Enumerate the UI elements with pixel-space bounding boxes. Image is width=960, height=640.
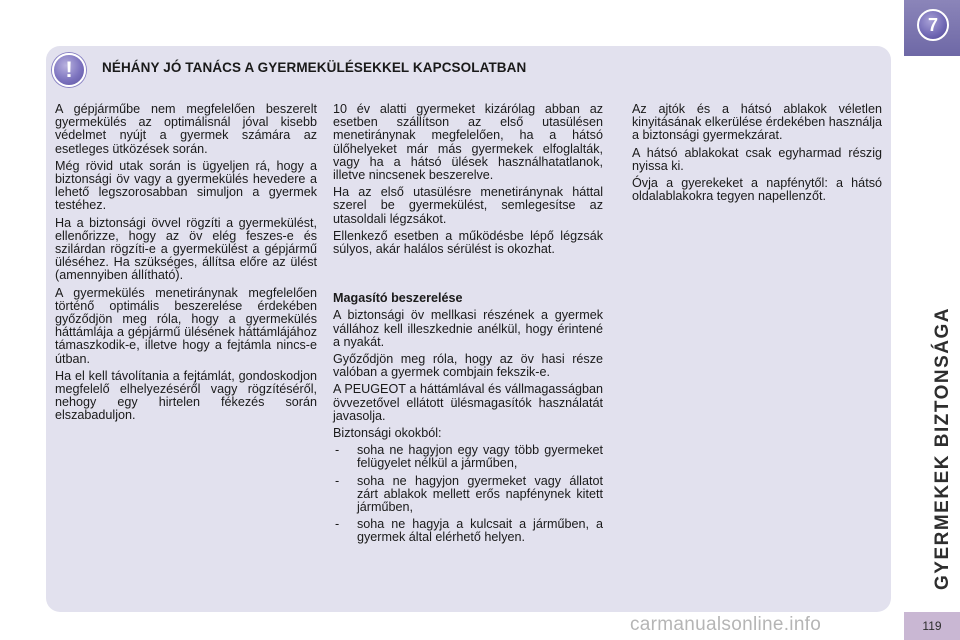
column-1 (55, 103, 317, 427)
paragraph: 10 év alatti gyermeket kizárólag abban az esetben szállítson az első utasülésen menetiránynak megfelelően, ha a hátsó ülőhelyeket már más gyermekek elfoglalták, vagy ha a hátsó ülések használhatatlanok, illetve nincsenek beszerelve. (333, 102, 603, 183)
paragraph: Ellenkező esetben a működésbe lépő légzsák súlyos, akár halálos sérülést is okozhat. (333, 228, 603, 257)
paragraph: A PEUGEOT a háttámlával és vállmagasságban övvezetővel ellátott ülésmagasítók használatát javasolja. (333, 382, 603, 423)
list-item-text: soha ne hagyjon gyermeket vagy állatot zárt ablakok mellett erős napfénynek kitett járműben, (357, 473, 603, 515)
paragraph: Óvja a gyerekeket a napfénytől: a hátsó oldalablakokra tegyen napellenzőt. (632, 176, 882, 204)
paragraph: A gyermekülés menetiránynak megfelelően történő optimális beszerelése érdekében győződjön meg róla, hogy a gyermekülés háttámlája a gépjármű ülésének háttámlájához támaszkodik-e, illetve hogy a fejtámla nincs-e útban. (55, 285, 317, 366)
paragraph: Ha az első utasülésre menetiránynak háttal szerel be gyermekülést, semlegesítse az utasoldali légzsákot. (333, 185, 603, 226)
page-number: 119 (904, 612, 960, 640)
paragraph: A hátsó ablakokat csak egyharmad részig nyissa ki. (632, 145, 882, 173)
warning-icon: ! (52, 53, 86, 87)
paragraph: Még rövid utak során is ügyeljen rá, hogy a biztonsági öv vagy a gyermekülés hevedere a lehető legszorosabban simuljon a gyermek testéhez. (55, 158, 317, 213)
paragraph: Biztonsági okokból: (333, 426, 442, 441)
dash-bullet: - (335, 517, 340, 532)
list-item-text: soha ne hagyja a kulcsait a járműben, a gyermek által elérhető helyen. (357, 517, 603, 545)
column-3 (632, 103, 882, 207)
paragraph: Győződjön meg róla, hogy az öv hasi része valóban a gyermek combjain fekszik-e. (333, 352, 603, 380)
paragraph: A gépjárműbe nem megfelelően beszerelt gyermekülés az optimálisnál jóval kisebb védelmet nyújt a gyermek számára az esetleges ütközések során. (55, 102, 317, 156)
paragraph: Ha a biztonsági övvel rögzíti a gyermekülést, ellenőrizze, hogy az öv elég feszes-e és szilárdan rögzíti-e a gyermekülést a gépjármű üléséhez. Ha szükséges, állítsa előre az ülést (amennyiben állítható). (55, 215, 317, 283)
safety-list (333, 444, 603, 544)
chapter-title: GYERMEKEK BIZTONSÁGA (932, 306, 953, 590)
watermark: carmanualsonline.info (630, 614, 822, 635)
list-item (333, 444, 603, 470)
list-item (333, 518, 603, 544)
paragraph: Az ajtók és a hátsó ablakok véletlen kinyitásának elkerülése érdekében használja a biztonsági gyermekzárat. (632, 102, 882, 143)
list-item-text: soha ne hagyjon egy vagy több gyermeket felügyelet nélkül a járműben, (357, 443, 603, 471)
paragraph: A biztonsági öv mellkasi részének a gyermek vállához kell illeszkednie anélkül, hogy érintené a nyakát. (333, 308, 603, 349)
dash-bullet: - (335, 443, 340, 458)
section-title: NÉHÁNY JÓ TANÁCS A GYERMEKÜLÉSEKKEL KAPCSOLATBAN (102, 60, 527, 75)
dash-bullet: - (335, 473, 340, 488)
subheading-booster: Magasító beszerelése (333, 291, 463, 306)
list-item (333, 475, 603, 515)
chapter-number-badge: 7 (917, 9, 949, 41)
paragraph: Ha el kell távolítania a fejtámlát, gondoskodjon megfelelő elhelyezéséről vagy rögzítéséről, nehogy egy hirtelen fékezés során elszabaduljon. (55, 368, 317, 423)
column-2 (333, 103, 603, 549)
